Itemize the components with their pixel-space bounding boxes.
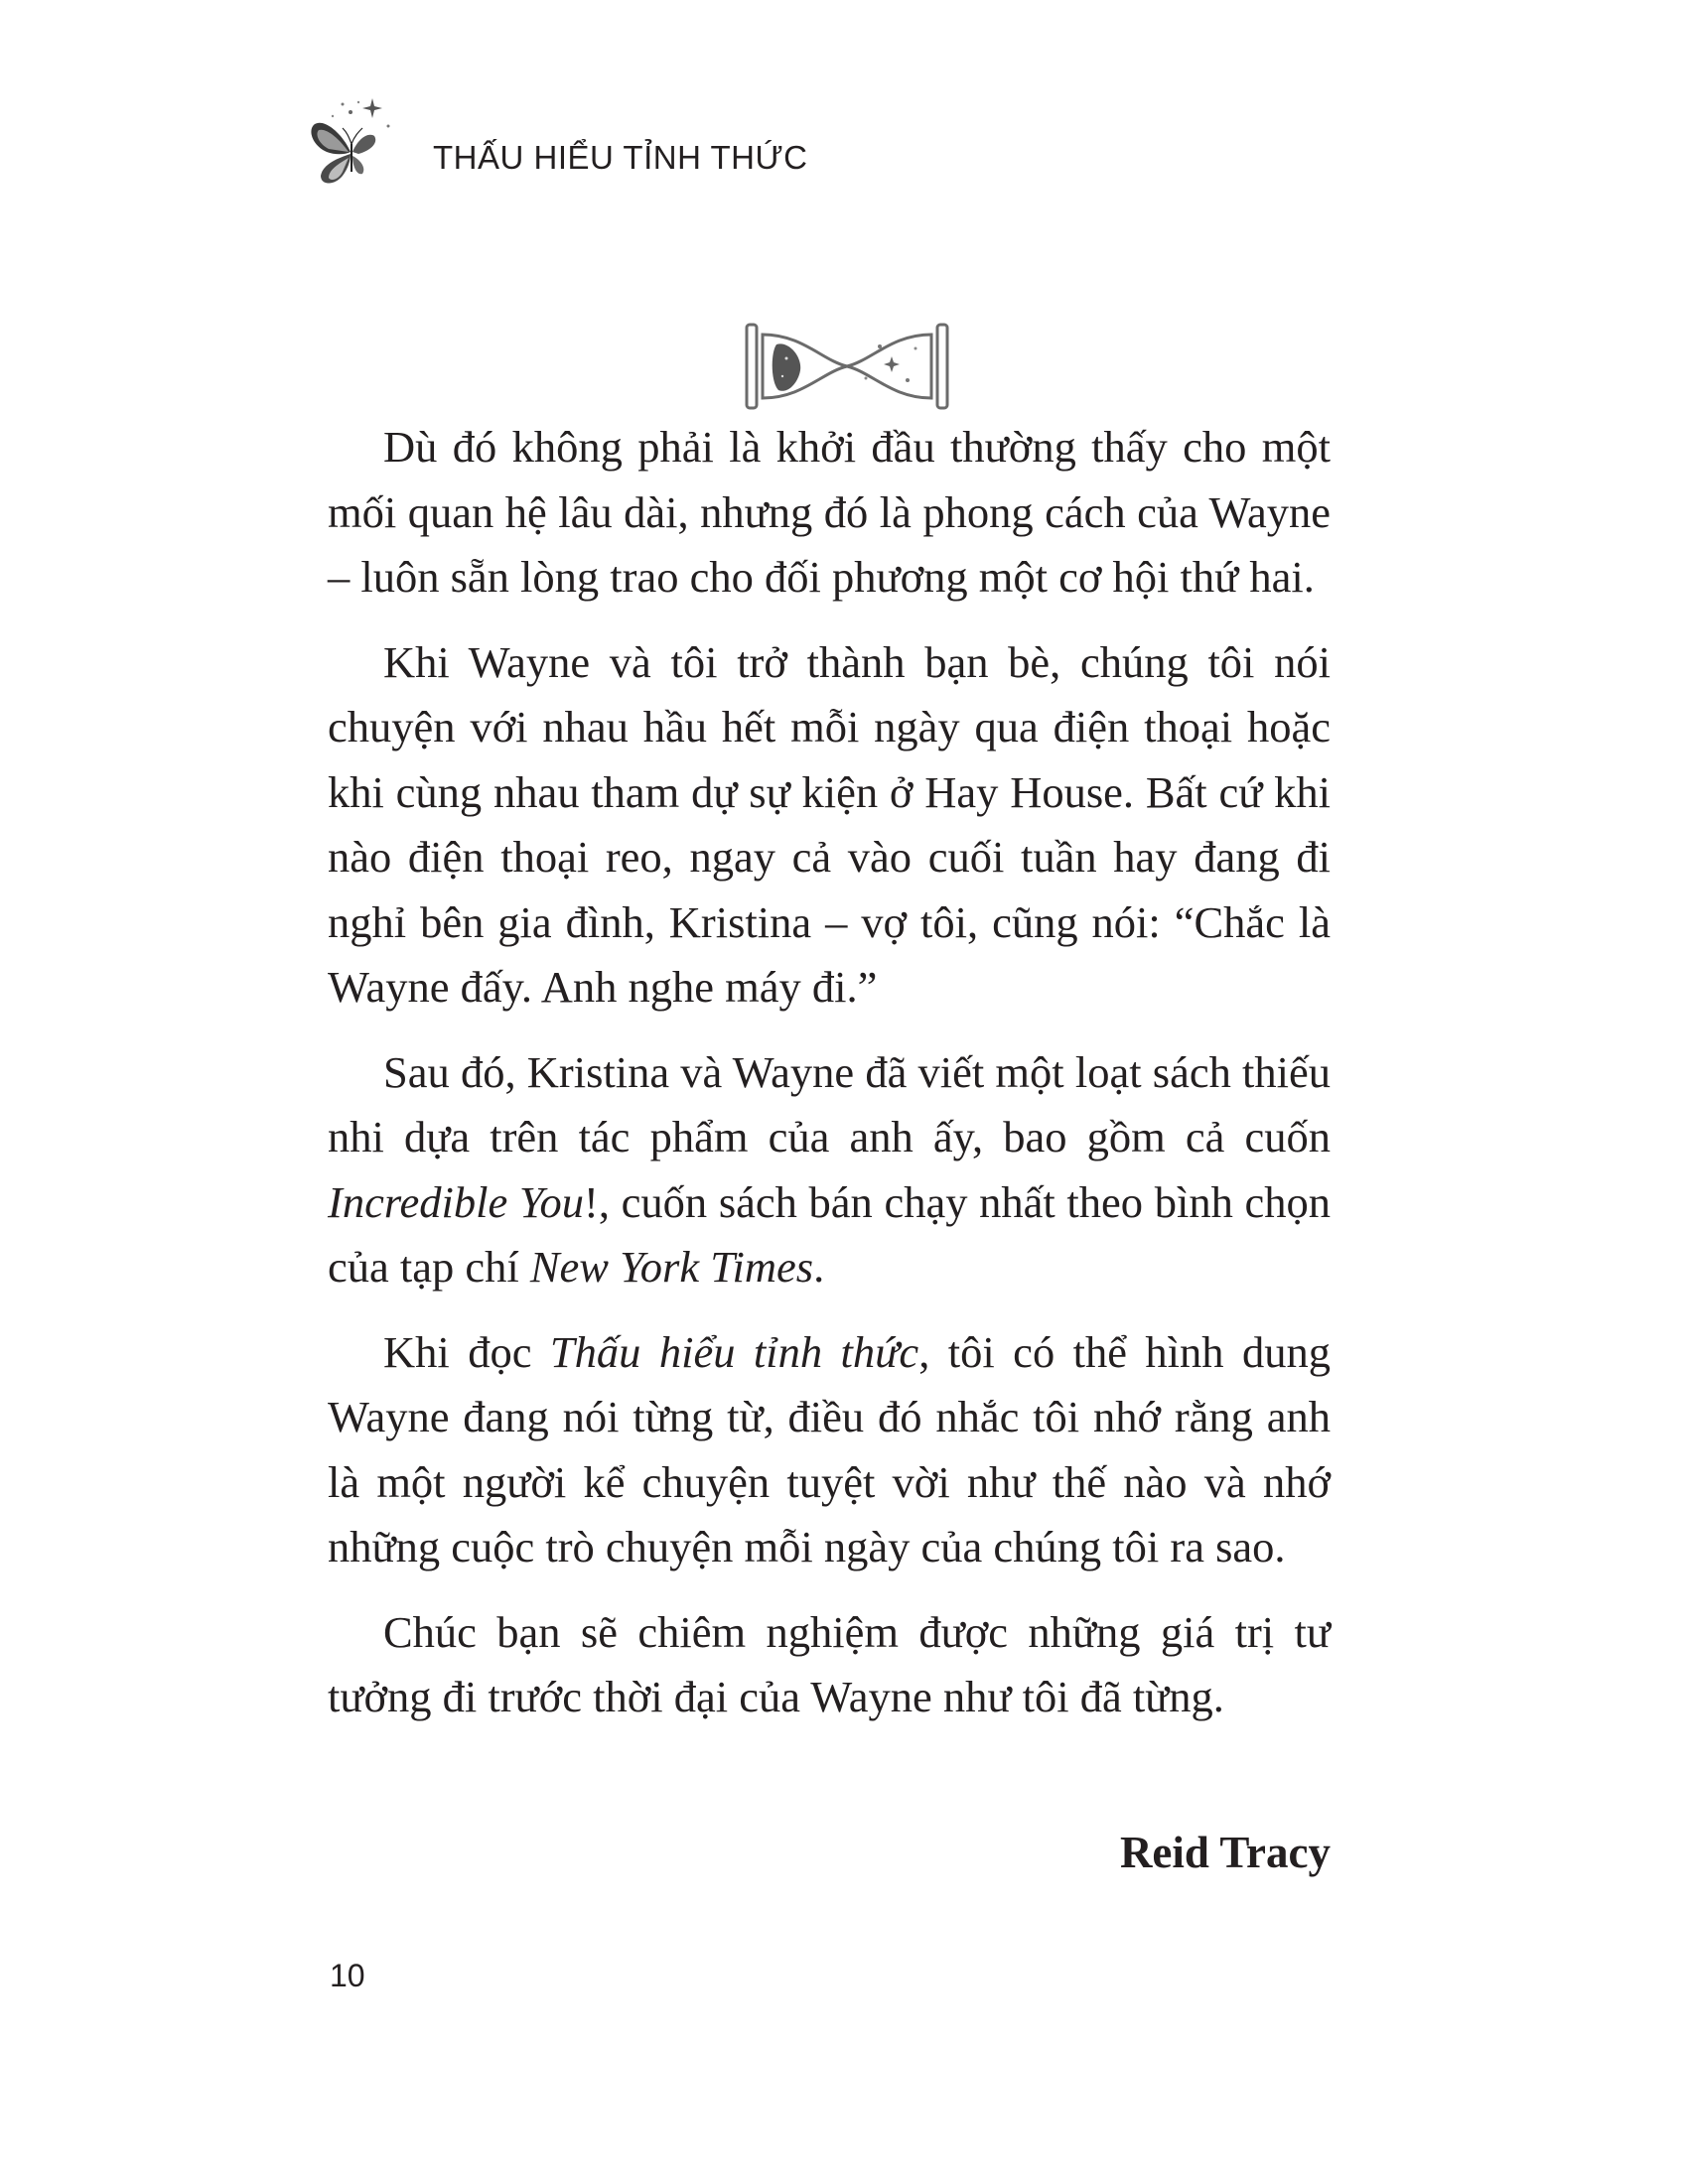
paragraph-4 <box>328 1320 1331 1580</box>
paragraph-3-text: Sau đó, Kristina và Wayne đã viết một loạt sách thiếu nhi dựa trên tác phẩm của anh ấy, bao gồm cả cuốn <box>328 1046 1331 1161</box>
paragraph-3 <box>328 1040 1331 1300</box>
book-title-incredible-you: Incredible You <box>328 1176 585 1227</box>
running-title: THẤU HIỂU TỈNH THỨC <box>433 139 808 176</box>
paragraph-1: Dù đó không phải là khởi đầu thường thấy cho một mối quan hệ lâu dài, nhưng đó là phong cách của Wayne – luôn sẵn lòng trao cho đối phương một cơ hội thứ hai. <box>328 422 1331 602</box>
paragraph-3-text: !, cuốn sách bán chạy nhất theo bình chọn của tạp chí <box>328 1176 1331 1292</box>
paragraph-2: Khi Wayne và tôi trở thành bạn bè, chúng tôi nói chuyện với nhau hầu hết mỗi ngày qua điện thoại hoặc khi cùng nhau tham dự sự kiện ở Hay House. Bất cứ khi nào điện thoại reo, ngay cả vào cuối tuần hay đang đi nghỉ bên gia đình, Kristina – vợ tôi, cũng nói: “Chắc là Wayne đấy. Anh nghe máy đi.” <box>328 636 1331 1012</box>
paragraph-3-text: . <box>813 1242 825 1292</box>
butterfly-icon <box>303 94 412 194</box>
body-text <box>328 415 1331 1750</box>
hourglass-ornament-icon <box>743 321 951 412</box>
page-number: 10 <box>330 1958 365 1993</box>
book-title-thau-hieu-tinh-thuc: Thấu hiểu tỉnh thức <box>549 1326 919 1377</box>
author-signature: Reid Tracy <box>1119 1828 1331 1877</box>
paragraph-4-text: , tôi có thể hình dung Wayne đang nói từng từ, điều đó nhắc tôi nhớ rằng anh là một người kể chuyện tuyệt vời như thế nào và nhớ những cuộc trò chuyện mỗi ngày của chúng tôi ra sao. <box>328 1326 1331 1571</box>
paragraph-4-text: Khi đọc <box>383 1326 550 1377</box>
publication-new-york-times: New York Times <box>529 1242 814 1292</box>
paragraph-5: Chúc bạn sẽ chiêm nghiệm được những giá trị tư tưởng đi trước thời đại của Wayne như tôi đã từng. <box>328 1606 1331 1721</box>
